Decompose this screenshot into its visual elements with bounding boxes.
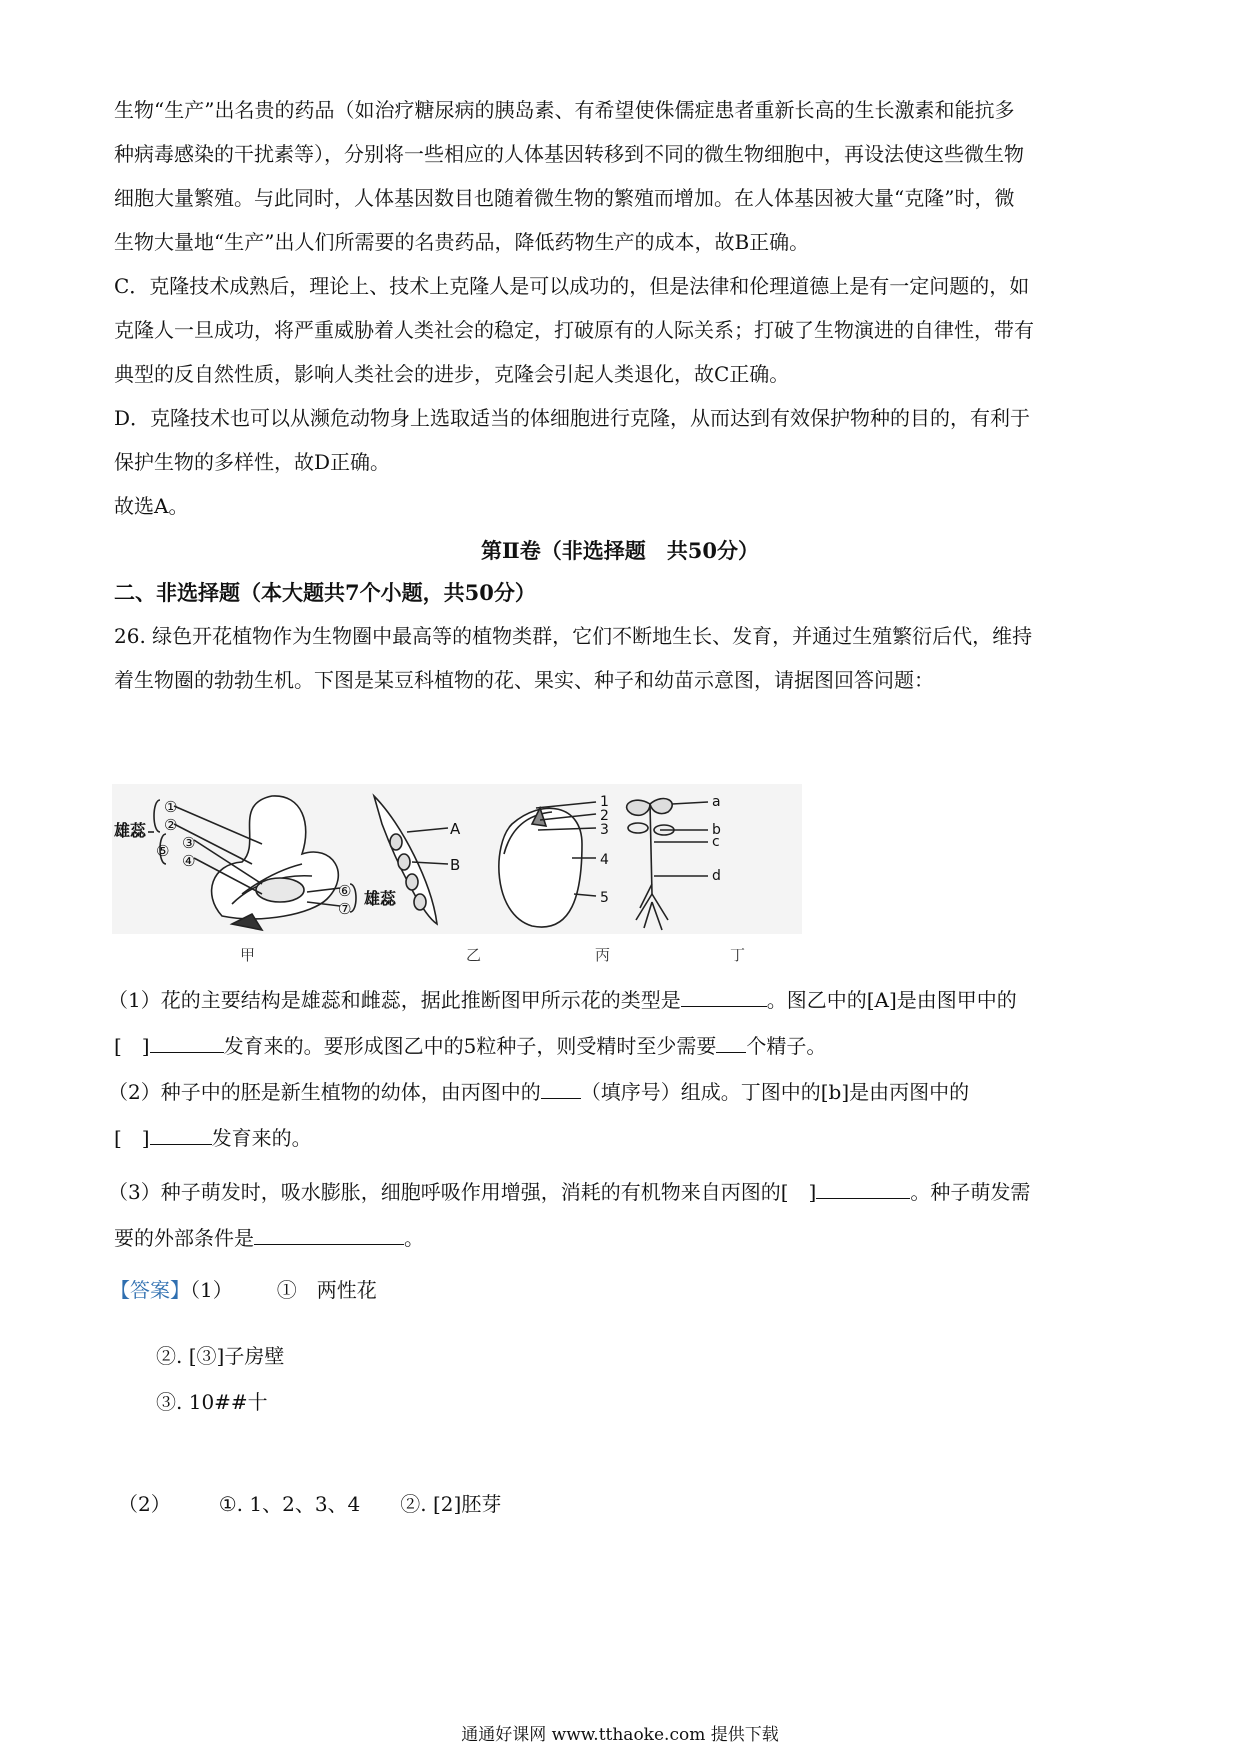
jia-num: ⑥ [338, 882, 352, 900]
section2-title: 二、非选择题（本大题共7个小题，共50分） [114, 580, 536, 605]
jia-num: ④ [182, 852, 196, 870]
caption-yi: 乙 [466, 946, 482, 964]
answer-blank [681, 986, 767, 1007]
option-c-line: C．克隆技术成熟后，理论上、技术上克隆人是可以成功的，但是法律和伦理道德上是有一定问题的，如 [114, 274, 1030, 298]
jia-num: ③ [182, 834, 196, 852]
option-d-line: 保护生物的多样性，故D正确。 [114, 450, 391, 474]
part2-title: 第Ⅱ卷（非选择题 共50分） [481, 538, 759, 563]
answer-blank [716, 1032, 746, 1053]
bing-label: 1 [600, 794, 609, 810]
bing-label: 5 [600, 890, 609, 906]
ding-label: a [712, 794, 721, 810]
answer-line1: 【答案】（1） ① 两性花 [110, 1278, 377, 1302]
caption-bing: 丙 [595, 946, 611, 964]
caption-jia: 甲 [240, 946, 256, 964]
jia-side-label: 雄蕊 [114, 821, 147, 840]
plant-figure [112, 784, 802, 970]
yi-label: A [450, 820, 461, 838]
bing-label: 4 [600, 852, 609, 868]
answer-blank [254, 1224, 404, 1245]
q26-stem-line: 26. 绿色开花植物作为生物圈中最高等的植物类群，它们不断地生长、发育，并通过生殖繁衍后代，维持 [114, 624, 1033, 648]
option-c-line: 典型的反自然性质，影响人类社会的进步，克隆会引起人类退化，故C正确。 [114, 362, 790, 386]
answer-blank [816, 1178, 910, 1199]
sub2-line2: [ ] 发育来的。 [114, 1126, 312, 1150]
answer-blank [541, 1078, 581, 1099]
answer-tag: 【答案】 [110, 1278, 190, 1302]
option-c-line: 克隆人一旦成功，将严重威胁着人类社会的稳定，打破原有的人际关系；打破了生物演进的自律性，带有 [114, 318, 1034, 342]
body-line: 细胞大量繁殖。与此同时，人体基因数目也随着微生物的繁殖而增加。在人体基因被大量“克隆”时，微 [114, 186, 1015, 210]
jia-num: ⑤ [156, 842, 170, 860]
jia-right-label: 雄蕊 [364, 889, 397, 908]
sub2-line1: （2）种子中的胚是新生植物的幼体，由丙图中的 （填序号）组成。丁图中的[b]是由丙图中的 [108, 1080, 970, 1104]
answer-item: ③. 10##十 [156, 1390, 268, 1414]
jia-num: ① [164, 798, 178, 816]
jia-num: ② [164, 816, 178, 834]
answer-blank [150, 1124, 212, 1145]
body-line: 种病毒感染的干扰素等），分别将一些相应的人体基因转移到不同的微生物细胞中，再设法使这些微生物 [114, 142, 1024, 166]
answer-item: ①. 1、2、3、4 [218, 1492, 361, 1516]
caption-ding: 丁 [730, 946, 746, 964]
answer-item: ②. [③]子房壁 [156, 1344, 285, 1368]
bing-label: 2 [600, 808, 609, 824]
page-footer: 通通好课网 www.tthaoke.com 提供下载 [461, 1725, 779, 1745]
sub1-line1: （1）花的主要结构是雄蕊和雌蕊，据此推断图甲所示花的类型是 。图乙中的[A]是由图甲中的 [108, 988, 1017, 1012]
body-line: 生物大量地“生产”出人们所需要的名贵药品，降低药物生产的成本，故B正确。 [114, 230, 810, 254]
q26-stem-line: 着生物圈的勃勃生机。下图是某豆科植物的花、果实、种子和幼苗示意图，请据图回答问题： [114, 668, 934, 692]
answer-item: ②. [2]胚芽 [400, 1492, 502, 1516]
jia-num: ⑦ [338, 900, 352, 918]
bing-label: 3 [600, 822, 609, 838]
body-line: 生物“生产”出名贵的药品（如治疗糖尿病的胰岛素、有希望使侏儒症患者重新长高的生长激素和能抗多 [114, 98, 1015, 122]
yi-label: B [450, 856, 461, 874]
answer-line4: （2） ①. 1、2、3、4 ②. [2]胚芽 [118, 1492, 502, 1516]
ding-label: b [712, 822, 721, 838]
option-d-line: D．克隆技术也可以从濒危动物身上选取适当的体细胞进行克隆，从而达到有效保护物种的目的，有利于 [114, 406, 1031, 430]
conclusion: 故选A。 [114, 494, 189, 518]
answer-item: ① 两性花 [276, 1278, 377, 1302]
answer-blank [150, 1032, 224, 1053]
sub1-line2: [ ] 发育来的。要形成图乙中的5粒种子，则受精时至少需要 个精子。 [114, 1034, 827, 1058]
sub3-line1: （3）种子萌发时，吸水膨胀，细胞呼吸作用增强，消耗的有机物来自丙图的[ ] 。种子萌发需 [108, 1180, 1031, 1204]
sub3-line2: 要的外部条件是 。 [114, 1226, 424, 1250]
ding-label: c [712, 834, 720, 850]
ding-label: d [712, 868, 721, 884]
